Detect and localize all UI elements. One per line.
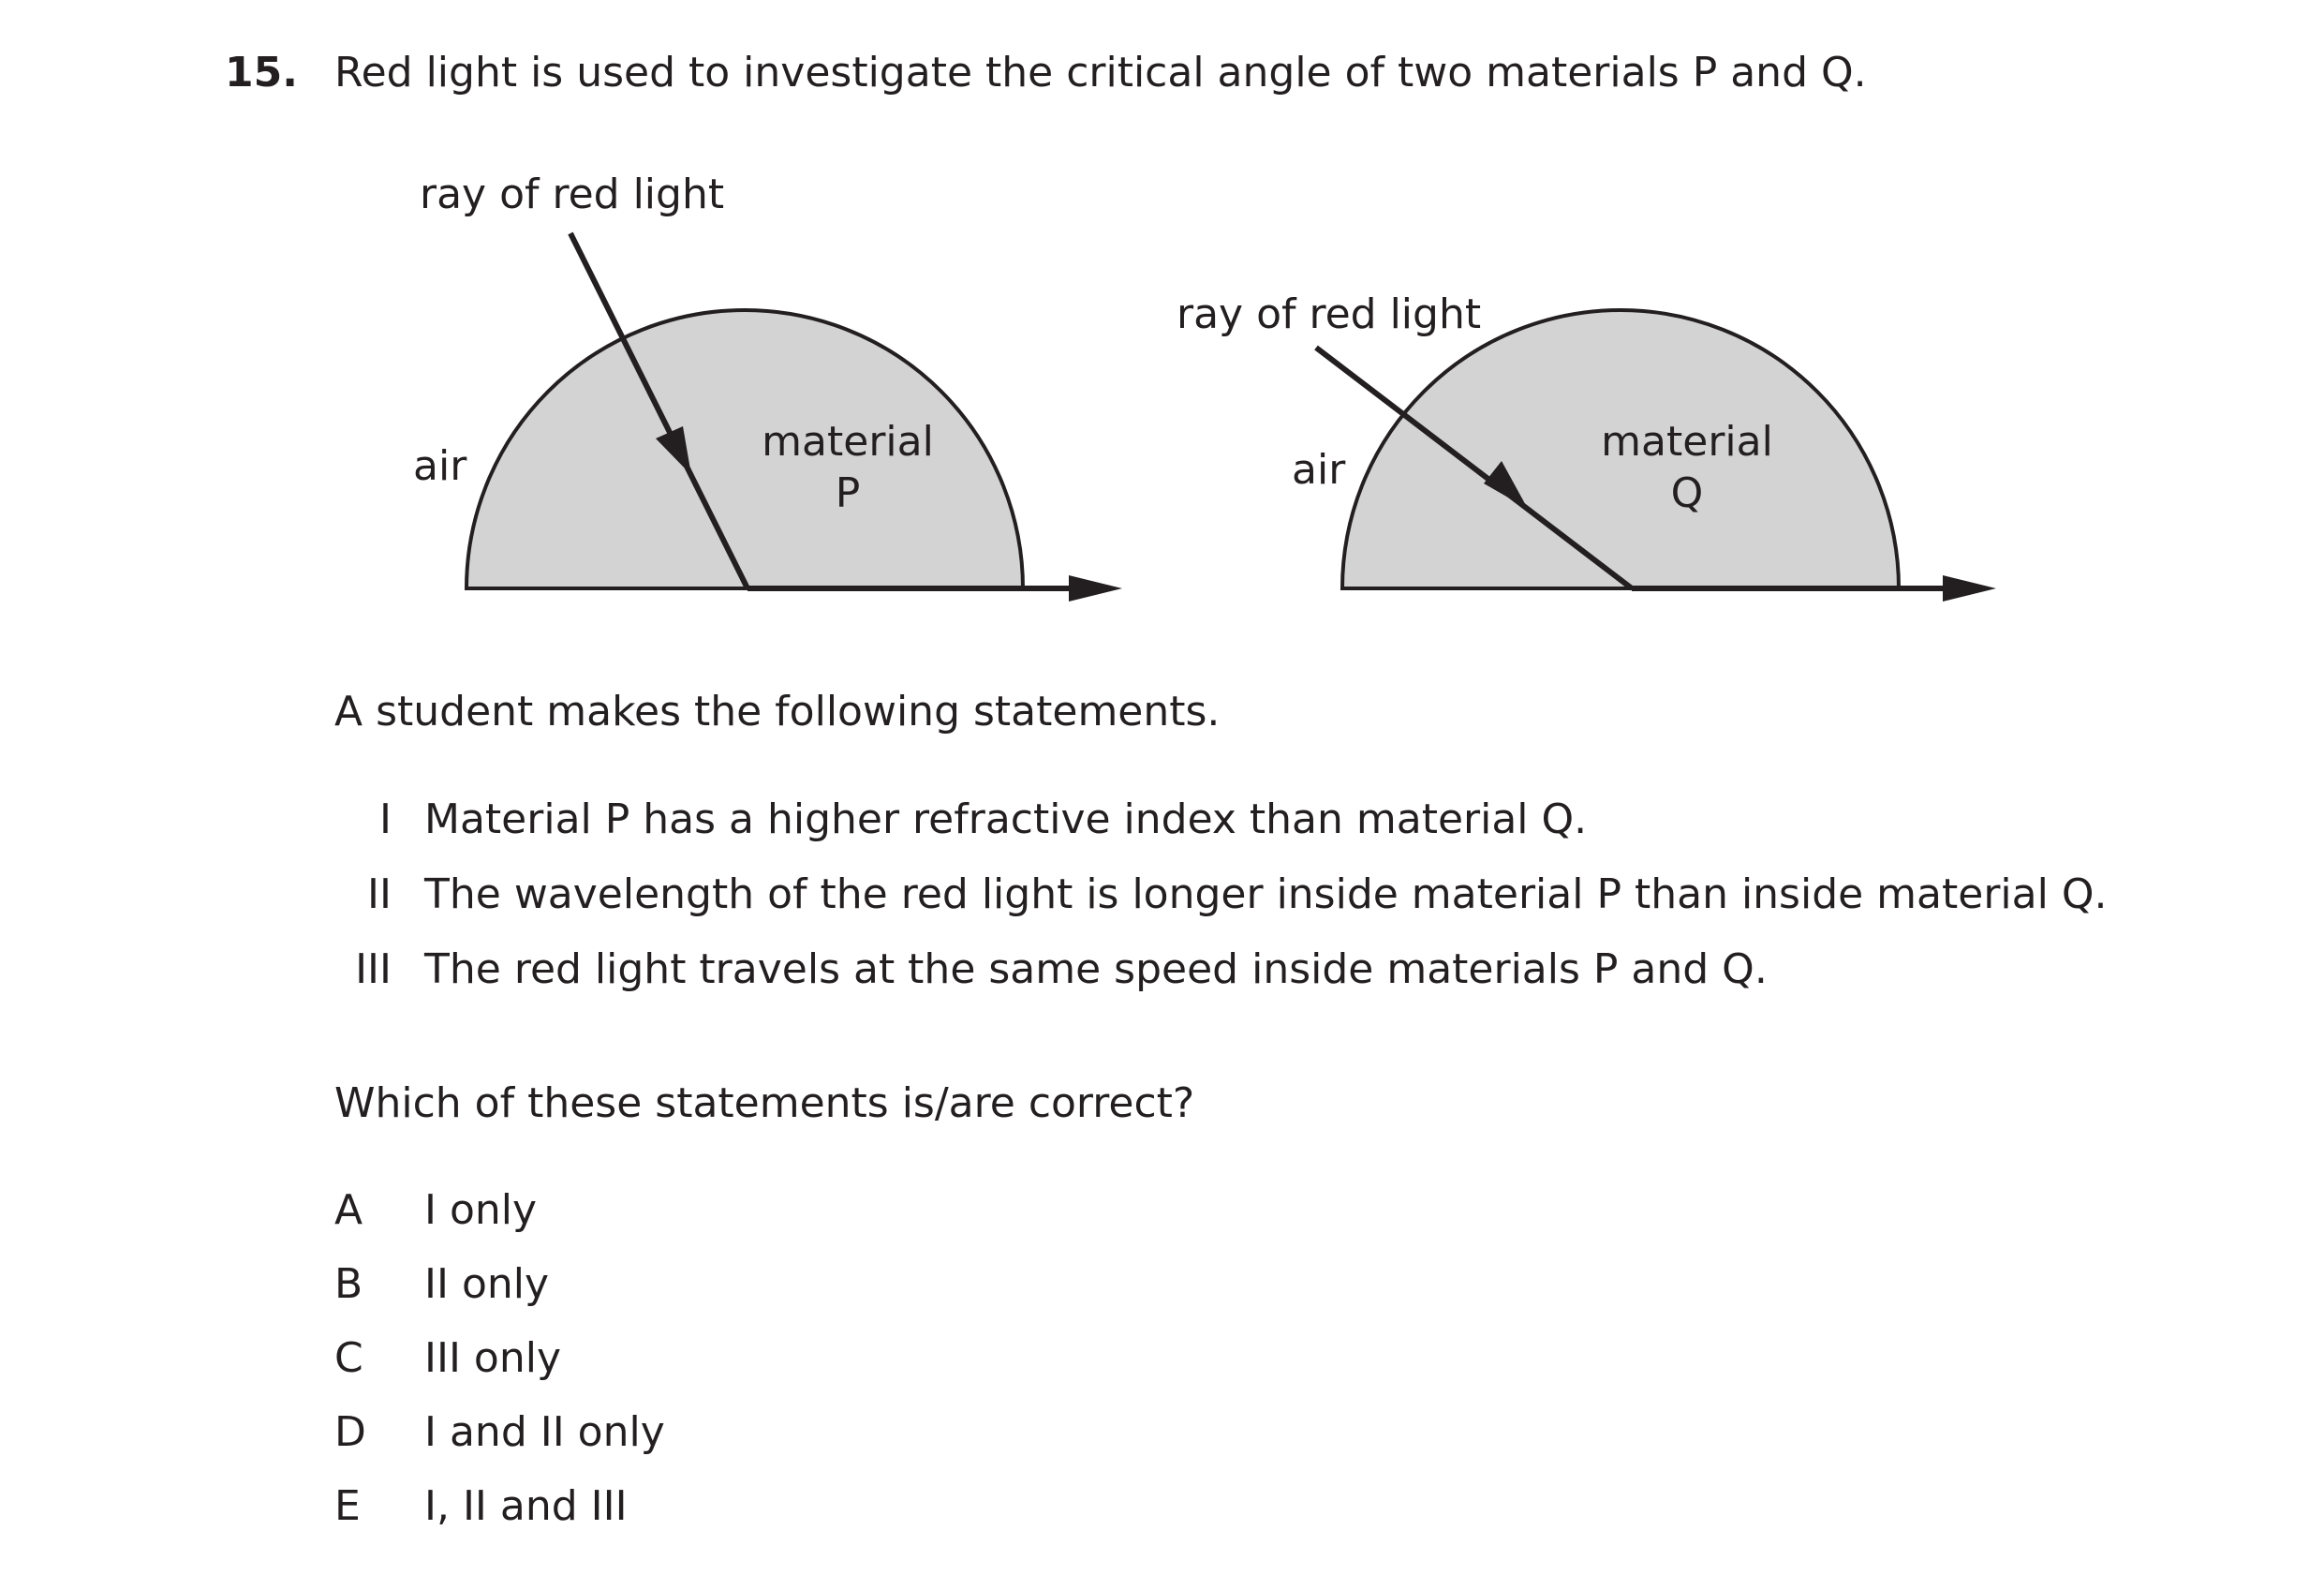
option-letter: C	[334, 1334, 363, 1382]
surface-arrowhead-p	[1069, 575, 1122, 602]
option-a[interactable]	[0, 1182, 2324, 1256]
diagram-material-p	[413, 171, 1122, 602]
diagram-material-q	[1177, 290, 1996, 602]
option-letter: B	[334, 1260, 363, 1308]
critical-angle-diagram	[0, 0, 2324, 712]
ray-label-q: ray of red light	[1177, 290, 1482, 338]
statement-i	[0, 792, 2324, 867]
statement-number: I	[379, 795, 392, 843]
statement-text: The wavelength of the red light is longer inside material P than inside material Q.	[424, 870, 2108, 918]
question-text: Red light is used to investigate the critical angle of two materials P and Q.	[334, 49, 1867, 97]
material-label-q: material	[1601, 418, 1773, 466]
question-prompt: Which of these statements is/are correct?	[334, 1079, 1195, 1127]
material-label-p: material	[762, 418, 934, 466]
option-text: III only	[424, 1334, 561, 1382]
surface-arrowhead-q	[1943, 575, 1996, 602]
material-letter-q: Q	[1670, 469, 1704, 517]
statement-text: The red light travels at the same speed inside materials P and Q.	[424, 945, 1768, 993]
statement-number: III	[355, 945, 392, 993]
air-label-p: air	[413, 442, 467, 490]
option-b[interactable]	[0, 1256, 2324, 1330]
air-label-q: air	[1292, 446, 1346, 494]
statement-ii	[0, 867, 2324, 942]
option-text: I and II only	[424, 1408, 665, 1456]
statements-intro: A student makes the following statements.	[334, 688, 1221, 736]
option-text: II only	[424, 1260, 550, 1308]
option-text: I only	[424, 1186, 538, 1234]
option-d[interactable]	[0, 1404, 2324, 1479]
option-text: I, II and III	[424, 1482, 628, 1530]
ray-label-p: ray of red light	[420, 171, 725, 218]
option-letter: E	[334, 1482, 361, 1530]
statement-number: II	[367, 870, 392, 918]
statement-iii	[0, 942, 2324, 1017]
semicircle-p	[466, 310, 1023, 588]
statement-list	[0, 792, 2324, 1017]
question-number: 15.	[225, 49, 298, 97]
option-letter: D	[334, 1408, 366, 1456]
option-letter: A	[334, 1186, 363, 1234]
material-letter-p: P	[835, 469, 861, 517]
option-e[interactable]	[0, 1479, 2324, 1553]
statement-text: Material P has a higher refractive index than material Q.	[424, 795, 1588, 843]
answer-options	[0, 1182, 2324, 1553]
option-c[interactable]	[0, 1330, 2324, 1404]
